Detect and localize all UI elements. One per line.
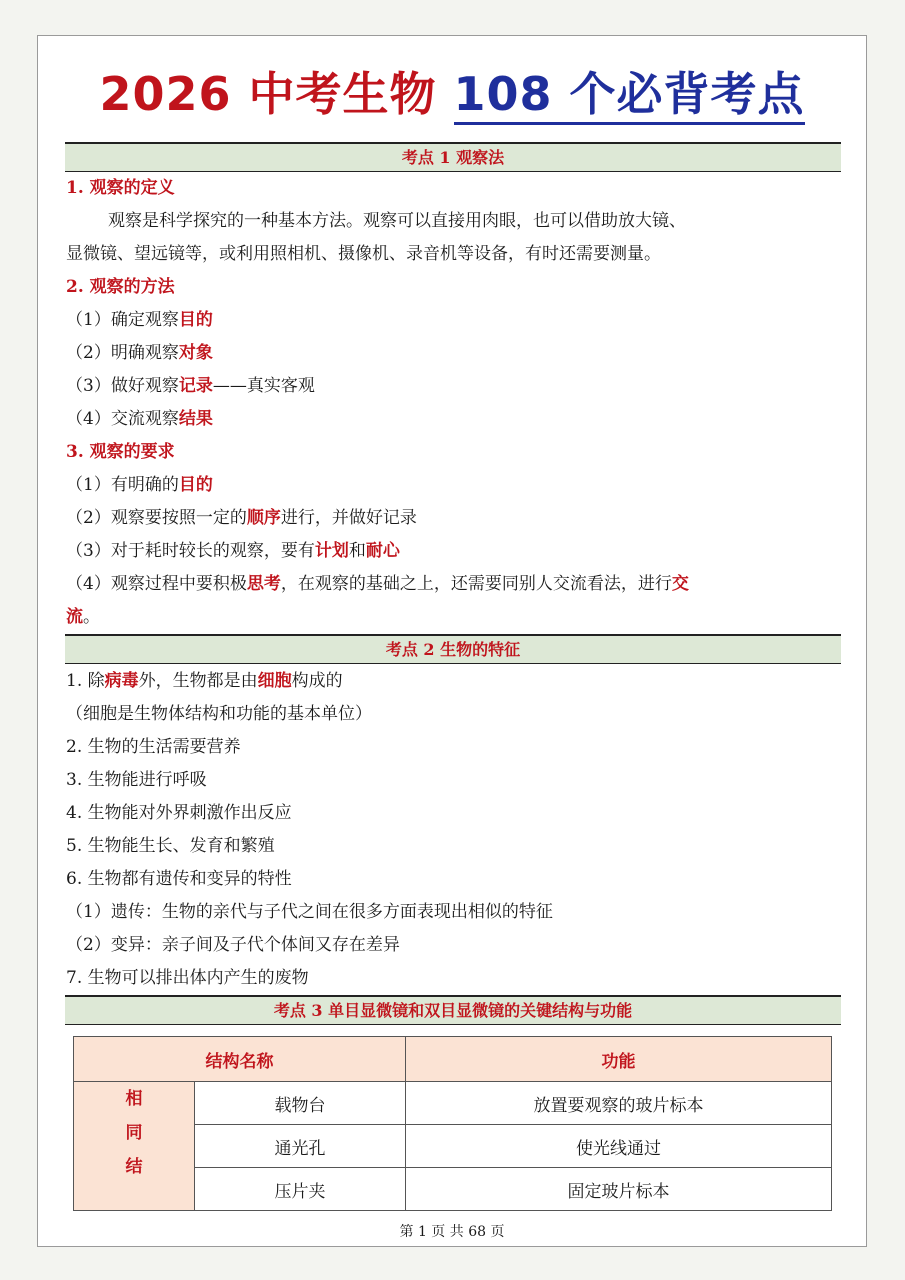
heading-definition: 1. 观察的定义 bbox=[66, 178, 175, 198]
col-function: 功能 bbox=[406, 1037, 832, 1082]
page-footer: 第 1 页 共 68 页 bbox=[399, 1224, 505, 1240]
feature-subitem: （2）变异：亲子间及子代个体间又存在差异 bbox=[66, 935, 400, 955]
structure-name-cell: 通光孔 bbox=[195, 1125, 406, 1168]
structure-table bbox=[73, 1036, 832, 1211]
requirement-item: （2）观察要按照一定的顺序进行，并做好记录 bbox=[66, 508, 417, 528]
section-header-1: 考点 1 观察法 bbox=[65, 142, 841, 172]
group-label-char: 相 bbox=[125, 1089, 143, 1109]
group-label-char: 同 bbox=[125, 1123, 143, 1143]
requirement-item-cont: 流。 bbox=[66, 607, 100, 627]
group-label-cell bbox=[74, 1082, 195, 1211]
method-item: （4）交流观察结果 bbox=[66, 409, 213, 429]
function-cell: 固定玻片标本 bbox=[406, 1168, 832, 1211]
section-header-3: 考点 3 单目显微镜和双目显微镜的关键结构与功能 bbox=[65, 995, 841, 1025]
group-label bbox=[74, 1082, 194, 1184]
feature-item: 6. 生物都有遗传和变异的特性 bbox=[66, 869, 292, 889]
paragraph-line-2: 显微镜、望远镜等，或利用照相机、摄像机、录音机等设备，有时还需要测量。 bbox=[66, 244, 661, 264]
feature-subitem: （1）遗传：生物的亲代与子代之间在很多方面表现出相似的特征 bbox=[66, 902, 553, 922]
feature-item: 3. 生物能进行呼吸 bbox=[66, 770, 207, 790]
structure-name-cell: 压片夹 bbox=[195, 1168, 406, 1211]
document-page bbox=[37, 35, 867, 1247]
feature-item: 1. 除病毒外，生物都是由细胞构成的 bbox=[66, 671, 343, 691]
feature-item: 7. 生物可以排出体内产生的废物 bbox=[66, 968, 309, 988]
requirement-item: （1）有明确的目的 bbox=[66, 475, 213, 495]
structure-name-cell: 载物台 bbox=[195, 1082, 406, 1125]
function-cell: 放置要观察的玻片标本 bbox=[406, 1082, 832, 1125]
requirement-item: （4）观察过程中要积极思考，在观察的基础之上，还需要同别人交流看法，进行交 bbox=[66, 574, 689, 594]
title-blue: 108 个必背考点 bbox=[454, 67, 805, 125]
method-item: （2）明确观察对象 bbox=[66, 343, 213, 363]
heading-requirements: 3. 观察的要求 bbox=[66, 442, 175, 462]
feature-item: 5. 生物能生长、发育和繁殖 bbox=[66, 836, 275, 856]
function-cell: 使光线通过 bbox=[406, 1125, 832, 1168]
method-item: （3）做好观察记录——真实客观 bbox=[66, 376, 315, 396]
group-label-char: 结 bbox=[125, 1157, 143, 1177]
title-red: 2026 中考生物 bbox=[99, 67, 437, 121]
method-item: （1）确定观察目的 bbox=[66, 310, 213, 330]
table-header-row bbox=[74, 1037, 832, 1082]
col-structure-name: 结构名称 bbox=[74, 1037, 406, 1082]
heading-methods: 2. 观察的方法 bbox=[66, 277, 175, 297]
requirement-item: （3）对于耗时较长的观察，要有计划和耐心 bbox=[66, 541, 400, 561]
table-row bbox=[74, 1082, 832, 1125]
feature-item: 2. 生物的生活需要营养 bbox=[66, 737, 241, 757]
section-header-2: 考点 2 生物的特征 bbox=[65, 634, 841, 664]
feature-item: 4. 生物能对外界刺激作出反应 bbox=[66, 803, 292, 823]
feature-note: （细胞是生物体结构和功能的基本单位） bbox=[66, 704, 372, 724]
paragraph-line-1: 观察是科学探究的一种基本方法。观察可以直接用肉眼，也可以借助放大镜、 bbox=[108, 211, 686, 231]
page-title bbox=[38, 66, 866, 122]
